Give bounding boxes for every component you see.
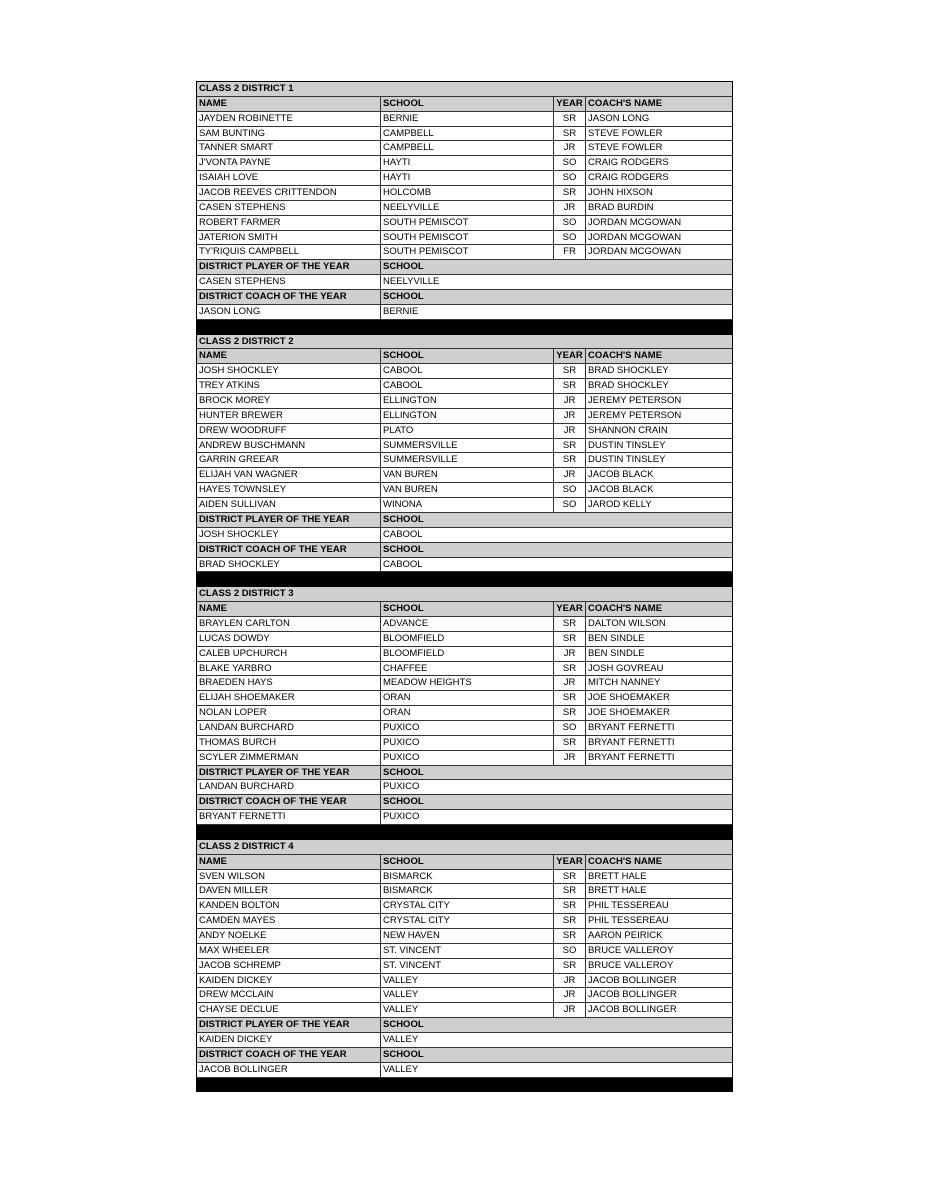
player-coach: BRETT HALE <box>585 884 732 898</box>
player-of-year-label: DISTRICT PLAYER OF THE YEAR <box>199 513 350 525</box>
player-of-year-header <box>197 766 732 781</box>
player-year: JR <box>553 676 585 690</box>
player-year: SR <box>553 914 585 928</box>
player-name: JOSH SHOCKLEY <box>199 365 279 377</box>
coach-column-header: COACH'S NAME <box>585 349 732 363</box>
player-year: JR <box>553 988 585 1002</box>
table-row <box>197 662 732 677</box>
player-of-year-row <box>197 528 732 543</box>
player-school: VAN BUREN <box>380 483 553 497</box>
player-school: HAYTI <box>380 156 553 170</box>
table-row <box>197 201 732 216</box>
player-name: DREW WOODRUFF <box>199 424 287 436</box>
player-year: SR <box>553 691 585 705</box>
coach-of-year-label: DISTRICT COACH OF THE YEAR <box>199 291 347 303</box>
player-name: CHAYSE DECLUE <box>199 1004 279 1016</box>
player-coach: JOE SHOEMAKER <box>585 706 732 720</box>
player-coach: SHANNON CRAIN <box>585 424 732 438</box>
player-coach: STEVE FOWLER <box>585 141 732 155</box>
player-year: SR <box>553 899 585 913</box>
player-name: KANDEN BOLTON <box>199 900 280 912</box>
player-coach: BRYANT FERNETTI <box>585 736 732 750</box>
player-year: SR <box>553 364 585 378</box>
player-coach: CRAIG RODGERS <box>585 156 732 170</box>
player-school: ST. VINCENT <box>380 944 553 958</box>
player-school: BISMARCK <box>380 870 553 884</box>
player-coach: DUSTIN TINSLEY <box>585 439 732 453</box>
coach-of-year-label: DISTRICT COACH OF THE YEAR <box>199 543 347 555</box>
player-year: JR <box>553 647 585 661</box>
table-row <box>197 186 732 201</box>
player-year: SR <box>553 706 585 720</box>
table-row <box>197 721 732 736</box>
player-name: HAYES TOWNSLEY <box>199 484 287 496</box>
player-coach: JEREMY PETERSON <box>585 394 732 408</box>
coach-of-year-row <box>197 810 732 825</box>
player-of-year-header <box>197 513 732 528</box>
player-of-year-school-label: SCHOOL <box>380 766 732 780</box>
coach-of-year-school-label: SCHOOL <box>380 543 732 557</box>
coach-of-year-name: JACOB BOLLINGER <box>199 1063 288 1075</box>
player-of-year-name: CASEN STEPHENS <box>199 276 286 288</box>
player-year: SR <box>553 929 585 943</box>
year-column-header: YEAR <box>553 97 585 111</box>
player-coach: BRAD SHOCKLEY <box>585 364 732 378</box>
player-school: ELLINGTON <box>380 409 553 423</box>
table-row <box>197 676 732 691</box>
coach-of-year-row <box>197 1063 732 1078</box>
player-school: CHAFFEE <box>380 662 553 676</box>
player-of-year-label: DISTRICT PLAYER OF THE YEAR <box>199 1019 350 1031</box>
player-year: SR <box>553 870 585 884</box>
player-year: SO <box>553 498 585 512</box>
player-year: JR <box>553 974 585 988</box>
player-name: LUCAS DOWDY <box>199 632 270 644</box>
player-name: CAMDEN MAYES <box>199 915 276 927</box>
player-name: NOLAN LOPER <box>199 707 267 719</box>
table-row <box>197 647 732 662</box>
player-of-year-school: NEELYVILLE <box>380 275 732 289</box>
player-name: BROCK MOREY <box>199 395 271 407</box>
player-name: J'VONTA PAYNE <box>199 157 271 169</box>
player-year: SR <box>553 439 585 453</box>
coach-of-year-name: BRYANT FERNETTI <box>199 811 286 823</box>
table-row <box>197 706 732 721</box>
district-title: CLASS 2 DISTRICT 4 <box>197 840 732 855</box>
coach-of-year-label: DISTRICT COACH OF THE YEAR <box>199 1048 347 1060</box>
player-coach: JACOB BLACK <box>585 483 732 497</box>
player-year: JR <box>553 751 585 765</box>
table-row <box>197 245 732 260</box>
player-year: SO <box>553 171 585 185</box>
player-coach: JOSH GOVREAU <box>585 662 732 676</box>
player-of-year-school: PUXICO <box>380 780 732 794</box>
district-title: CLASS 2 DISTRICT 1 <box>197 82 732 97</box>
player-year: JR <box>553 424 585 438</box>
player-coach: JEREMY PETERSON <box>585 409 732 423</box>
player-name: MAX WHEELER <box>199 944 270 956</box>
player-year: JR <box>553 468 585 482</box>
player-school: VAN BUREN <box>380 468 553 482</box>
table-row <box>197 736 732 751</box>
coach-of-year-name: BRAD SHOCKLEY <box>199 558 280 570</box>
player-coach: PHIL TESSEREAU <box>585 914 732 928</box>
player-school: CABOOL <box>380 379 553 393</box>
player-coach: JACOB BOLLINGER <box>585 974 732 988</box>
table-row <box>197 870 732 885</box>
section-divider <box>197 572 732 587</box>
player-year: JR <box>553 201 585 215</box>
name-column-header: NAME <box>199 350 227 362</box>
table-row <box>197 439 732 454</box>
table-row <box>197 424 732 439</box>
player-coach: DALTON WILSON <box>585 617 732 631</box>
player-coach: DUSTIN TINSLEY <box>585 453 732 467</box>
column-header-row <box>197 349 732 364</box>
player-school: ORAN <box>380 691 553 705</box>
table-row <box>197 141 732 156</box>
player-school: PUXICO <box>380 721 553 735</box>
player-name: THOMAS BURCH <box>199 736 277 748</box>
section-divider <box>197 1078 732 1093</box>
coach-of-year-header <box>197 1048 732 1063</box>
player-school: VALLEY <box>380 1003 553 1017</box>
player-school: SOUTH PEMISCOT <box>380 245 553 259</box>
player-name: DREW MCCLAIN <box>199 989 274 1001</box>
coach-of-year-school-label: SCHOOL <box>380 1048 732 1062</box>
table-row <box>197 394 732 409</box>
player-of-year-header <box>197 260 732 275</box>
school-column-header: SCHOOL <box>380 349 553 363</box>
table-row <box>197 171 732 186</box>
player-name: GARRIN GREEAR <box>199 454 279 466</box>
player-school: SOUTH PEMISCOT <box>380 231 553 245</box>
player-name: AIDEN SULLIVAN <box>199 499 276 511</box>
school-column-header: SCHOOL <box>380 602 553 616</box>
player-school: VALLEY <box>380 974 553 988</box>
table-row <box>197 959 732 974</box>
player-name: BRAYLEN CARLTON <box>199 617 290 629</box>
player-of-year-name: LANDAN BURCHARD <box>199 781 295 793</box>
player-of-year-school: VALLEY <box>380 1033 732 1047</box>
player-name: TY'RIQUIS CAMPBELL <box>199 246 300 258</box>
player-name: ELIJAH VAN WAGNER <box>199 469 298 481</box>
table-row <box>197 231 732 246</box>
player-of-year-school-label: SCHOOL <box>380 1018 732 1032</box>
player-of-year-school-label: SCHOOL <box>380 513 732 527</box>
coach-of-year-school: VALLEY <box>380 1063 732 1077</box>
coach-column-header: COACH'S NAME <box>585 97 732 111</box>
player-school: BISMARCK <box>380 884 553 898</box>
player-coach: BEN SINDLE <box>585 632 732 646</box>
section-divider <box>197 320 732 335</box>
player-year: SR <box>553 632 585 646</box>
player-year: JR <box>553 394 585 408</box>
player-year: SO <box>553 721 585 735</box>
column-header-row <box>197 602 732 617</box>
player-coach: JAROD KELLY <box>585 498 732 512</box>
player-coach: BRUCE VALLEROY <box>585 959 732 973</box>
player-coach: JORDAN MCGOWAN <box>585 216 732 230</box>
player-school: PLATO <box>380 424 553 438</box>
player-year: SR <box>553 127 585 141</box>
player-name: TREY ATKINS <box>199 380 260 392</box>
player-school: ORAN <box>380 706 553 720</box>
player-name: DAVEN MILLER <box>199 885 268 897</box>
player-coach: BRYANT FERNETTI <box>585 721 732 735</box>
player-school: HAYTI <box>380 171 553 185</box>
player-name: JACOB REEVES CRITTENDON <box>199 187 337 199</box>
player-of-year-row <box>197 780 732 795</box>
player-school: PUXICO <box>380 736 553 750</box>
table-row <box>197 944 732 959</box>
player-coach: BRYANT FERNETTI <box>585 751 732 765</box>
player-name: SCYLER ZIMMERMAN <box>199 751 299 763</box>
player-name: BLAKE YARBRO <box>199 662 272 674</box>
year-column-header: YEAR <box>553 602 585 616</box>
district-section <box>197 82 732 335</box>
player-year: JR <box>553 141 585 155</box>
player-coach: BRAD BURDIN <box>585 201 732 215</box>
table-row <box>197 691 732 706</box>
table-row <box>197 156 732 171</box>
table-row <box>197 1003 732 1018</box>
player-coach: JOE SHOEMAKER <box>585 691 732 705</box>
player-name: ANDY NOELKE <box>199 929 267 941</box>
player-year: JR <box>553 1003 585 1017</box>
table-row <box>197 914 732 929</box>
player-name: SAM BUNTING <box>199 127 265 139</box>
player-name: ISAIAH LOVE <box>199 172 259 184</box>
player-year: SR <box>553 379 585 393</box>
player-name: SVEN WILSON <box>199 870 265 882</box>
player-of-year-label: DISTRICT PLAYER OF THE YEAR <box>199 261 350 273</box>
player-year: SO <box>553 231 585 245</box>
district-section <box>197 840 732 1093</box>
player-school: CRYSTAL CITY <box>380 899 553 913</box>
coach-of-year-row <box>197 305 732 320</box>
table-row <box>197 899 732 914</box>
table-row <box>197 379 732 394</box>
table-row <box>197 498 732 513</box>
name-column-header: NAME <box>199 603 227 615</box>
coach-of-year-header <box>197 290 732 305</box>
player-coach: BRETT HALE <box>585 870 732 884</box>
coach-column-header: COACH'S NAME <box>585 602 732 616</box>
year-column-header: YEAR <box>553 855 585 869</box>
player-year: SO <box>553 216 585 230</box>
player-school: PUXICO <box>380 751 553 765</box>
table-row <box>197 364 732 379</box>
district-title: CLASS 2 DISTRICT 3 <box>197 587 732 602</box>
table-row <box>197 468 732 483</box>
player-name: KAIDEN DICKEY <box>199 974 273 986</box>
player-year: SR <box>553 186 585 200</box>
school-column-header: SCHOOL <box>380 855 553 869</box>
player-name: TANNER SMART <box>199 142 274 154</box>
district-section <box>197 587 732 840</box>
table-row <box>197 974 732 989</box>
coach-of-year-label: DISTRICT COACH OF THE YEAR <box>199 796 347 808</box>
player-coach: JACOB BOLLINGER <box>585 988 732 1002</box>
table-row <box>197 216 732 231</box>
player-year: SO <box>553 944 585 958</box>
table-row <box>197 884 732 899</box>
player-name: ELIJAH SHOEMAKER <box>199 692 295 704</box>
player-school: HOLCOMB <box>380 186 553 200</box>
player-school: NEELYVILLE <box>380 201 553 215</box>
player-coach: STEVE FOWLER <box>585 127 732 141</box>
coach-column-header: COACH'S NAME <box>585 855 732 869</box>
player-coach: JORDAN MCGOWAN <box>585 231 732 245</box>
coach-of-year-school: PUXICO <box>380 810 732 824</box>
player-year: SR <box>553 736 585 750</box>
player-of-year-header <box>197 1018 732 1033</box>
coach-of-year-header <box>197 795 732 810</box>
column-header-row <box>197 855 732 870</box>
player-coach: JASON LONG <box>585 112 732 126</box>
player-school: VALLEY <box>380 988 553 1002</box>
year-column-header: YEAR <box>553 349 585 363</box>
table-row <box>197 483 732 498</box>
player-coach: CRAIG RODGERS <box>585 171 732 185</box>
player-school: WINONA <box>380 498 553 512</box>
player-name: LANDAN BURCHARD <box>199 721 295 733</box>
coach-of-year-school: BERNIE <box>380 305 732 319</box>
player-name: ROBERT FARMER <box>199 216 281 228</box>
coach-of-year-header <box>197 543 732 558</box>
player-year: SO <box>553 483 585 497</box>
player-year: SR <box>553 112 585 126</box>
player-school: SOUTH PEMISCOT <box>380 216 553 230</box>
player-school: MEADOW HEIGHTS <box>380 676 553 690</box>
player-name: BRAEDEN HAYS <box>199 677 273 689</box>
district-title: CLASS 2 DISTRICT 2 <box>197 335 732 350</box>
name-column-header: NAME <box>199 97 227 109</box>
player-school: SUMMERSVILLE <box>380 453 553 467</box>
player-name: HUNTER BREWER <box>199 409 283 421</box>
player-name: JAYDEN ROBINETTE <box>199 112 293 124</box>
player-coach: PHIL TESSEREAU <box>585 899 732 913</box>
coach-of-year-school-label: SCHOOL <box>380 290 732 304</box>
column-header-row <box>197 97 732 112</box>
player-school: ADVANCE <box>380 617 553 631</box>
player-of-year-label: DISTRICT PLAYER OF THE YEAR <box>199 766 350 778</box>
player-year: SR <box>553 453 585 467</box>
player-year: SR <box>553 884 585 898</box>
player-coach: JOHN HIXSON <box>585 186 732 200</box>
table-row <box>197 112 732 127</box>
player-year: SO <box>553 156 585 170</box>
section-divider <box>197 825 732 840</box>
player-coach: BEN SINDLE <box>585 647 732 661</box>
player-year: SR <box>553 959 585 973</box>
player-school: BLOOMFIELD <box>380 632 553 646</box>
player-year: FR <box>553 245 585 259</box>
player-name: CASEN STEPHENS <box>199 201 286 213</box>
player-coach: JACOB BLACK <box>585 468 732 482</box>
player-of-year-name: KAIDEN DICKEY <box>199 1034 273 1045</box>
coach-of-year-name: JASON LONG <box>199 305 261 317</box>
player-name: JATERION SMITH <box>199 231 278 243</box>
player-school: BLOOMFIELD <box>380 647 553 661</box>
player-coach: JORDAN MCGOWAN <box>585 245 732 259</box>
player-coach: BRUCE VALLEROY <box>585 944 732 958</box>
player-of-year-school-label: SCHOOL <box>380 260 732 274</box>
player-name: JACOB SCHREMP <box>199 959 281 971</box>
player-school: CAMPBELL <box>380 127 553 141</box>
player-coach: MITCH NANNEY <box>585 676 732 690</box>
player-of-year-row <box>197 275 732 290</box>
player-school: CAMPBELL <box>380 141 553 155</box>
name-column-header: NAME <box>199 855 227 867</box>
player-coach: AARON PEIRICK <box>585 929 732 943</box>
player-coach: JACOB BOLLINGER <box>585 1003 732 1017</box>
coach-of-year-school-label: SCHOOL <box>380 795 732 809</box>
player-school: ST. VINCENT <box>380 959 553 973</box>
table-row <box>197 988 732 1003</box>
district-section <box>197 335 732 588</box>
player-of-year-name: JOSH SHOCKLEY <box>199 528 279 540</box>
player-school: ELLINGTON <box>380 394 553 408</box>
coach-of-year-school: CABOOL <box>380 558 732 572</box>
player-school: SUMMERSVILLE <box>380 439 553 453</box>
player-of-year-row <box>197 1033 732 1048</box>
table-row <box>197 929 732 944</box>
table-row <box>197 453 732 468</box>
player-name: CALEB UPCHURCH <box>199 647 288 659</box>
player-school: CRYSTAL CITY <box>380 914 553 928</box>
table-row <box>197 409 732 424</box>
player-coach: BRAD SHOCKLEY <box>585 379 732 393</box>
player-name: ANDREW BUSCHMANN <box>199 439 306 451</box>
player-school: BERNIE <box>380 112 553 126</box>
player-year: SR <box>553 662 585 676</box>
table-row <box>197 751 732 766</box>
player-school: NEW HAVEN <box>380 929 553 943</box>
table-row <box>197 632 732 647</box>
player-school: CABOOL <box>380 364 553 378</box>
table-row <box>197 617 732 632</box>
all-district-table <box>196 81 733 1092</box>
table-row <box>197 127 732 142</box>
player-year: SR <box>553 617 585 631</box>
player-year: JR <box>553 409 585 423</box>
school-column-header: SCHOOL <box>380 97 553 111</box>
player-of-year-school: CABOOL <box>380 528 732 542</box>
coach-of-year-row <box>197 558 732 573</box>
